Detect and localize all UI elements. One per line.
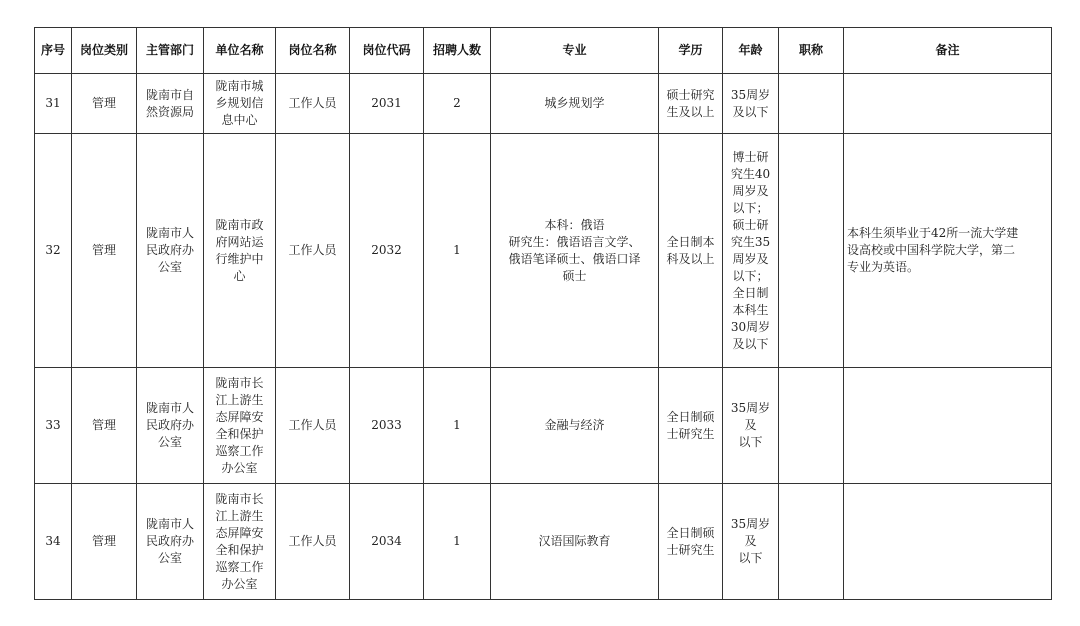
header-row xyxy=(35,28,1052,74)
header-title: 职称 xyxy=(779,28,844,74)
cell-department: 陇南市自 然资源局 xyxy=(137,74,204,134)
header-department: 主管部门 xyxy=(137,28,204,74)
header-count: 招聘人数 xyxy=(424,28,491,74)
cell-education: 硕士研究 生及以上 xyxy=(659,74,723,134)
header-education: 学历 xyxy=(659,28,723,74)
cell-unit: 陇南市城 乡规划信 息中心 xyxy=(204,74,276,134)
cell-index: 31 xyxy=(35,74,72,134)
cell-title xyxy=(779,134,844,368)
cell-remark xyxy=(844,74,1052,134)
table-row xyxy=(35,368,1052,484)
cell-education: 全日制硕 士研究生 xyxy=(659,368,723,484)
cell-title xyxy=(779,368,844,484)
cell-category: 管理 xyxy=(72,134,137,368)
cell-remark xyxy=(844,368,1052,484)
cell-count: 1 xyxy=(424,484,491,600)
cell-count: 1 xyxy=(424,134,491,368)
cell-age: 35周岁及 以下 xyxy=(723,484,779,600)
cell-major: 本科：俄语 研究生：俄语语言文学、 俄语笔译硕士、俄语口译 硕士 xyxy=(491,134,659,368)
header-category: 岗位类别 xyxy=(72,28,137,74)
cell-position: 工作人员 xyxy=(276,484,350,600)
cell-unit: 陇南市长 江上游生 态屏障安 全和保护 巡察工作 办公室 xyxy=(204,368,276,484)
cell-unit: 陇南市长 江上游生 态屏障安 全和保护 巡察工作 办公室 xyxy=(204,484,276,600)
cell-department: 陇南市人 民政府办 公室 xyxy=(137,134,204,368)
cell-age: 35周岁及 以下 xyxy=(723,368,779,484)
cell-education: 全日制硕 士研究生 xyxy=(659,484,723,600)
cell-department: 陇南市人 民政府办 公室 xyxy=(137,484,204,600)
cell-unit: 陇南市政 府网站运 行维护中 心 xyxy=(204,134,276,368)
header-code: 岗位代码 xyxy=(350,28,424,74)
cell-category: 管理 xyxy=(72,484,137,600)
cell-index: 32 xyxy=(35,134,72,368)
cell-age: 博士研 究生40 周岁及 以下； 硕士研 究生35 周岁及 以下； 全日制 本科生 30周岁 及以下 xyxy=(723,134,779,368)
header-remark: 备注 xyxy=(844,28,1052,74)
cell-count: 1 xyxy=(424,368,491,484)
cell-title xyxy=(779,74,844,134)
cell-remark: 本科生须毕业于42所一流大学建 设高校或中国科学院大学，第二 专业为英语。 xyxy=(844,134,1052,368)
cell-major: 汉语国际教育 xyxy=(491,484,659,600)
header-major: 专业 xyxy=(491,28,659,74)
recruitment-table xyxy=(34,27,1052,600)
cell-category: 管理 xyxy=(72,74,137,134)
cell-major: 金融与经济 xyxy=(491,368,659,484)
cell-position: 工作人员 xyxy=(276,74,350,134)
cell-major: 城乡规划学 xyxy=(491,74,659,134)
cell-code: 2034 xyxy=(350,484,424,600)
cell-count: 2 xyxy=(424,74,491,134)
header-unit: 单位名称 xyxy=(204,28,276,74)
cell-code: 2033 xyxy=(350,368,424,484)
table-row xyxy=(35,74,1052,134)
cell-position: 工作人员 xyxy=(276,368,350,484)
cell-age: 35周岁 及以下 xyxy=(723,74,779,134)
cell-index: 33 xyxy=(35,368,72,484)
table-row xyxy=(35,134,1052,368)
table-row xyxy=(35,484,1052,600)
cell-title xyxy=(779,484,844,600)
cell-code: 2032 xyxy=(350,134,424,368)
cell-index: 34 xyxy=(35,484,72,600)
cell-education: 全日制本 科及以上 xyxy=(659,134,723,368)
header-position: 岗位名称 xyxy=(276,28,350,74)
cell-position: 工作人员 xyxy=(276,134,350,368)
cell-code: 2031 xyxy=(350,74,424,134)
cell-category: 管理 xyxy=(72,368,137,484)
header-age: 年龄 xyxy=(723,28,779,74)
cell-remark xyxy=(844,484,1052,600)
cell-department: 陇南市人 民政府办 公室 xyxy=(137,368,204,484)
header-index: 序号 xyxy=(35,28,72,74)
